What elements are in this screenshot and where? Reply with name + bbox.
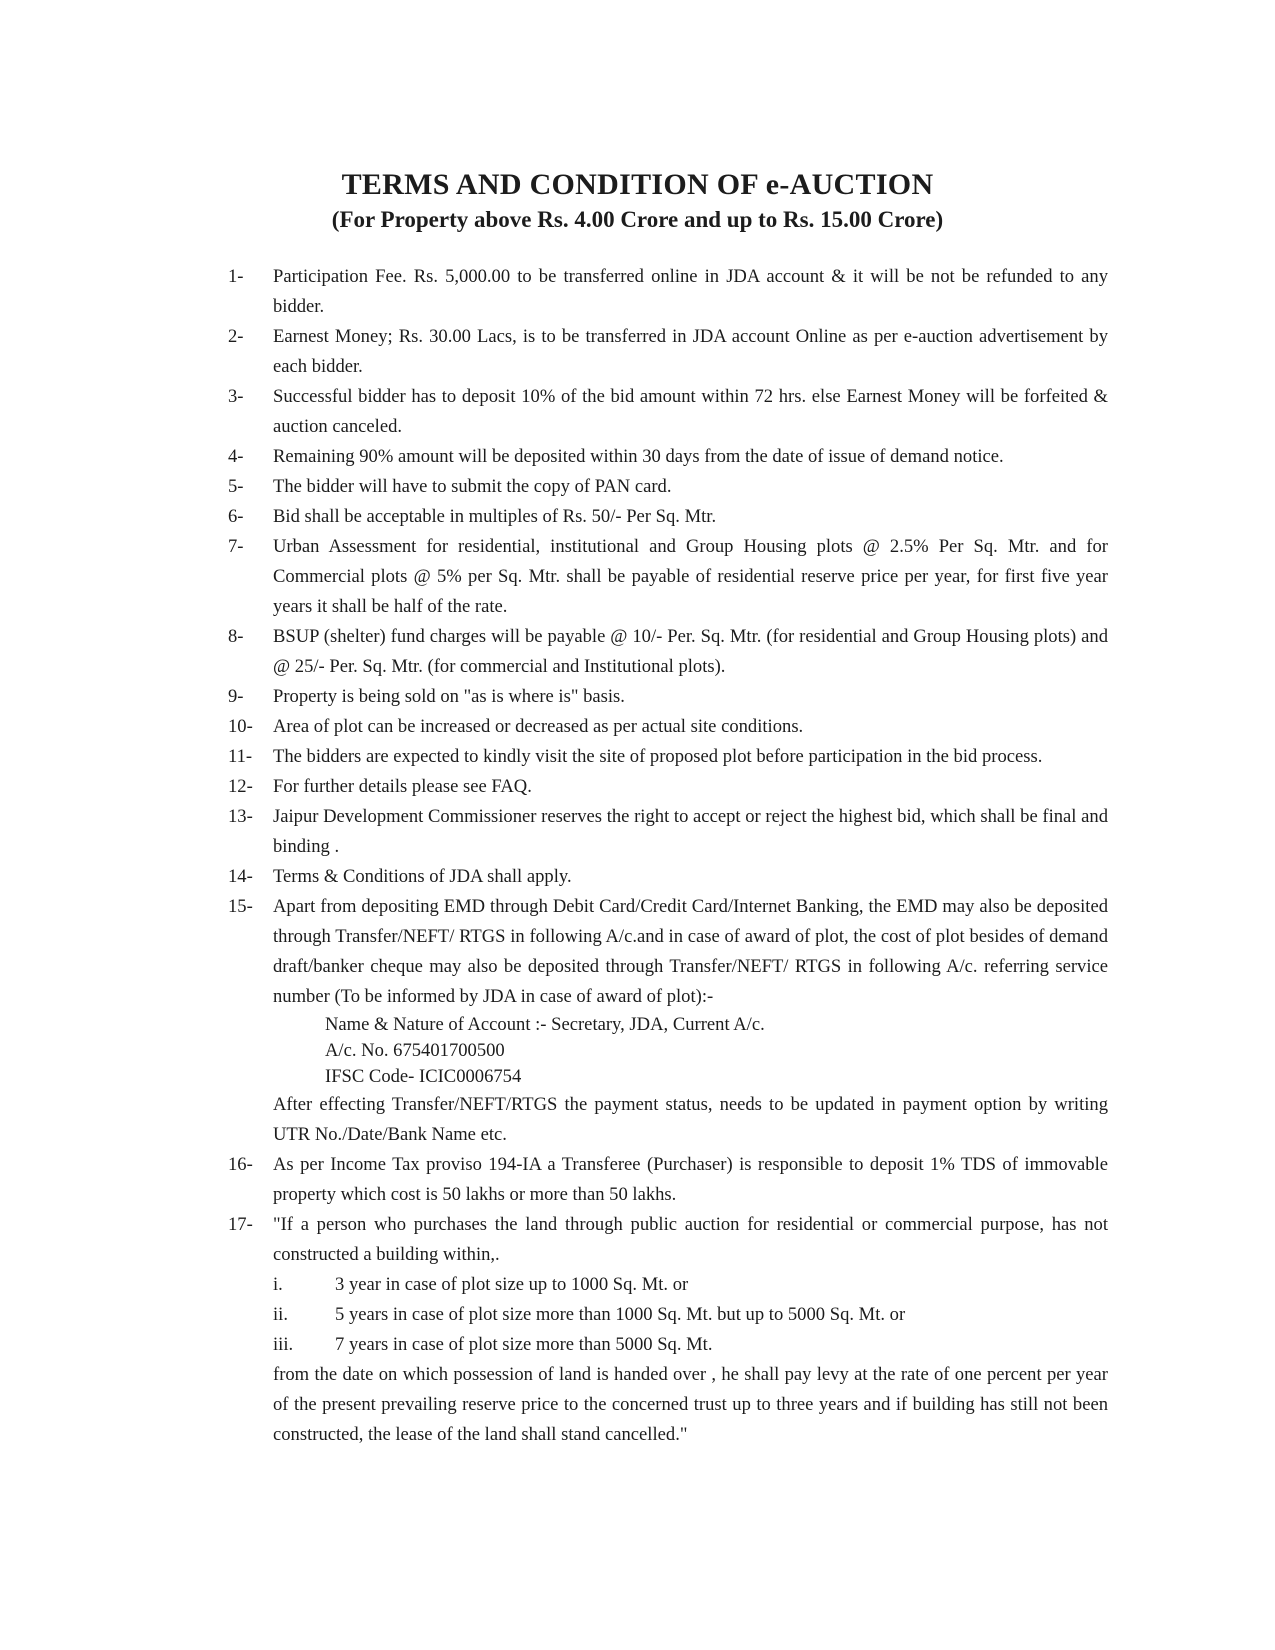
term-text: Urban Assessment for residential, institutional and Group Housing plots @ 2.5% Per Sq. Mtr. and for Commercial plots @ 5% per Sq. Mtr. shall be payable of residential reserve price per year, for first five year years it shall be half of the rate. — [273, 536, 1108, 617]
term-item — [228, 472, 1108, 502]
term-item — [228, 742, 1108, 772]
term-text: Earnest Money; Rs. 30.00 Lacs, is to be transferred in JDA account Online as per e-auction advertisement by each bidder. — [273, 326, 1108, 377]
term-text: Property is being sold on "as is where is" basis. — [273, 686, 625, 707]
term-number: 8- — [228, 626, 244, 647]
sub-item — [273, 1300, 1108, 1330]
sub-item-text: 7 years in case of plot size more than 5000 Sq. Mt. — [335, 1334, 713, 1355]
term-item — [228, 532, 1108, 622]
term-item — [228, 502, 1108, 532]
term-number: 4- — [228, 446, 244, 467]
term-text: Jaipur Development Commissioner reserves the right to accept or reject the highest bid, which shall be final and binding . — [273, 806, 1108, 857]
term-number: 13- — [228, 806, 253, 827]
account-details — [325, 1012, 1108, 1090]
term-number: 14- — [228, 866, 253, 887]
term-number: 2- — [228, 326, 244, 347]
term-number: 7- — [228, 536, 244, 557]
term-item — [228, 862, 1108, 892]
term-text: Participation Fee. Rs. 5,000.00 to be transferred online in JDA account & it will be not be refunded to any bidder. — [273, 266, 1108, 317]
sub-item-text: 5 years in case of plot size more than 1000 Sq. Mt. but up to 5000 Sq. Mt. or — [335, 1304, 906, 1325]
terms-list — [228, 262, 1108, 1450]
term-item — [228, 382, 1108, 442]
term-text: Apart from depositing EMD through Debit Card/Credit Card/Internet Banking, the EMD may also be deposited through Transfer/NEFT/ RTGS in following A/c.and in case of award of plot, the cost of plot besides of demand draft/banker cheque may also be deposited through Transfer/NEFT/ RTGS in following A/c. referring service number (To be informed by JDA in case of award of plot):- — [273, 896, 1108, 1007]
term-item — [228, 892, 1108, 1150]
term-number: 11- — [228, 746, 253, 767]
sub-item-number: ii. — [273, 1304, 288, 1325]
ifsc-code: IFSC Code- ICIC0006754 — [325, 1066, 522, 1087]
term-text: Successful bidder has to deposit 10% of the bid amount within 72 hrs. else Earnest Money will be forfeited & auction canceled. — [273, 386, 1108, 437]
page-title: TERMS AND CONDITION OF e-AUCTION — [341, 168, 934, 201]
term-item — [228, 442, 1108, 472]
term-note: After effecting Transfer/NEFT/RTGS the payment status, needs to be updated in payment option by writing UTR No./Date/Bank Name etc. — [273, 1094, 1108, 1145]
term-number: 3- — [228, 386, 244, 407]
term-text: BSUP (shelter) fund charges will be payable @ 10/- Per. Sq. Mtr. (for residential and Group Housing plots) and @ 25/- Per. Sq. Mtr. (for commercial and Institutional plots). — [273, 626, 1108, 677]
term-text: For further details please see FAQ. — [273, 776, 532, 797]
term-body — [273, 892, 1108, 1150]
term-number: 9- — [228, 686, 244, 707]
term-text: The bidder will have to submit the copy of PAN card. — [273, 476, 672, 497]
term-item — [228, 622, 1108, 682]
page-subtitle: (For Property above Rs. 4.00 Crore and up to Rs. 15.00 Crore) — [331, 207, 944, 232]
term-text: As per Income Tax proviso 194-IA a Transferee (Purchaser) is responsible to deposit 1% TDS of immovable property which cost is 50 lakhs or more than 50 lakhs. — [273, 1154, 1108, 1205]
term-number: 6- — [228, 506, 244, 527]
term-number: 12- — [228, 776, 253, 797]
term-item — [228, 262, 1108, 322]
term-item — [228, 682, 1108, 712]
term-item — [228, 712, 1108, 742]
term-item — [228, 772, 1108, 802]
term-text: Remaining 90% amount will be deposited within 30 days from the date of issue of demand notice. — [273, 446, 1004, 467]
term-item — [228, 322, 1108, 382]
term-number: 10- — [228, 716, 253, 737]
sub-item — [273, 1270, 1108, 1300]
term-item — [228, 1210, 1108, 1450]
term-number: 1- — [228, 266, 244, 287]
term-number: 15- — [228, 896, 253, 917]
term-number: 16- — [228, 1154, 253, 1175]
term-text: from the date on which possession of land is handed over , he shall pay levy at the rate of one percent per year of the present prevailing reserve price to the concerned trust up to three years and if building has still not been constructed, the lease of the land shall stand cancelled." — [273, 1364, 1108, 1445]
term-text: Terms & Conditions of JDA shall apply. — [273, 866, 572, 887]
sub-item-number: i. — [273, 1274, 283, 1295]
sub-item-number: iii. — [273, 1334, 294, 1355]
sub-item — [273, 1330, 1108, 1360]
term-text: Area of plot can be increased or decreased as per actual site conditions. — [273, 716, 804, 737]
term-item — [228, 1150, 1108, 1210]
term-text: Bid shall be acceptable in multiples of Rs. 50/- Per Sq. Mtr. — [273, 506, 717, 527]
account-number: A/c. No. 675401700500 — [325, 1040, 505, 1061]
term-number: 5- — [228, 476, 244, 497]
term-item — [228, 802, 1108, 862]
term-number: 17- — [228, 1214, 253, 1235]
term-text: "If a person who purchases the land through public auction for residential or commercial purpose, has not constructed a building within,. — [273, 1214, 1108, 1265]
term-body — [273, 1210, 1108, 1450]
account-name: Name & Nature of Account :- Secretary, JDA, Current A/c. — [325, 1014, 765, 1035]
term-text: The bidders are expected to kindly visit the site of proposed plot before participation in the bid process. — [273, 746, 1043, 767]
sub-item-text: 3 year in case of plot size up to 1000 Sq. Mt. or — [335, 1274, 689, 1295]
